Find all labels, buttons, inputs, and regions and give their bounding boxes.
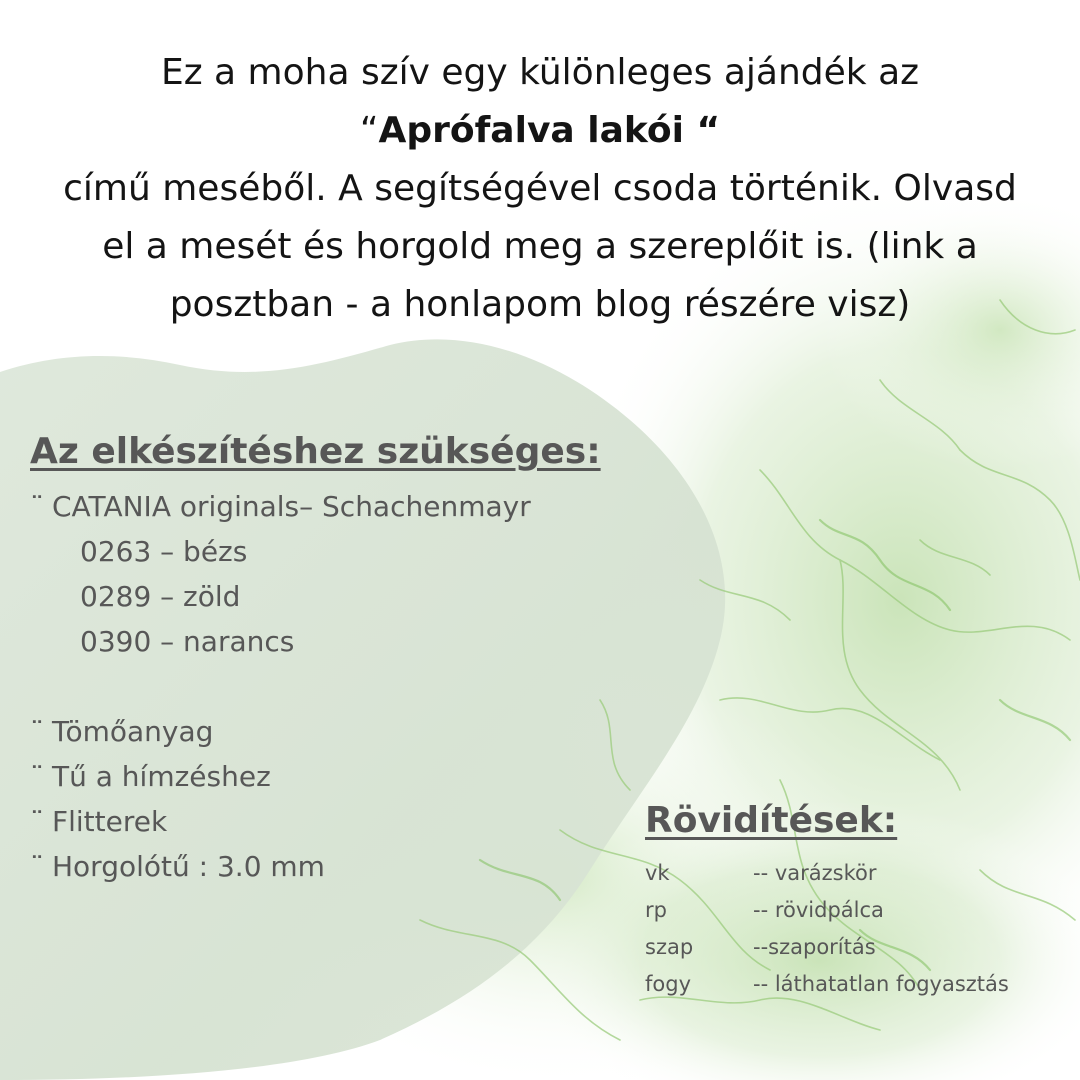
bullet: ¨ [30,760,44,793]
list-item [30,709,670,754]
bullet: ¨ [30,490,44,523]
abbreviation-value: --szaporítás [753,935,876,959]
abbreviation-value: -- varázskör [753,861,877,885]
material-item: Tömőanyag [52,715,214,748]
abbreviation-key: szap [645,935,694,959]
abbreviation-key: rp [645,898,667,922]
intro-line: el a mesét és horgold meg a szereplőit is. (link a [102,226,978,267]
abbreviation-row [645,855,1075,892]
quote-mark: “ [359,110,379,151]
intro-line: című meséből. A segítségével csoda történik. Olvasd [63,168,1017,209]
abbreviation-row [645,966,1075,1003]
bullet: ¨ [30,805,44,838]
materials-heading: Az elkészítéshez szükséges: [30,431,601,472]
abbreviation-row [645,892,1075,929]
material-item: Horgolótű : 3.0 mm [52,850,325,883]
abbreviation-value: -- láthatatlan fogyasztás [753,972,1009,996]
intro-line: posztban - a honlapom blog részére visz) [169,284,911,325]
abbreviation-row [645,929,1075,966]
list-item [30,799,670,844]
yarn-color: 0263 – bézs [80,535,248,568]
intro-line: Ez a moha szív egy különleges ajándék az [160,52,920,93]
abbreviation-key: fogy [645,972,691,996]
material-item: Tű a hímzéshez [52,760,271,793]
yarn-color: 0289 – zöld [80,580,241,613]
abbreviation-key: vk [645,861,670,885]
yarn-color: 0390 – narancs [80,625,295,658]
intro-title-line [0,102,1080,160]
yarn-name: CATANIA originals– Schachenmayr [52,490,531,523]
list-item [30,484,670,529]
bullet: ¨ [30,715,44,748]
abbreviation-value: -- rövidpálca [753,898,884,922]
abbreviations-section [645,795,1075,1003]
intro-text [0,44,1080,334]
materials-section [30,426,670,889]
story-title: Aprófalva lakói “ [378,110,721,151]
list-item [30,844,670,889]
material-item: Flitterek [52,805,168,838]
list-item [30,754,670,799]
bullet: ¨ [30,850,44,883]
abbreviations-heading: Rövidítések: [645,800,898,841]
